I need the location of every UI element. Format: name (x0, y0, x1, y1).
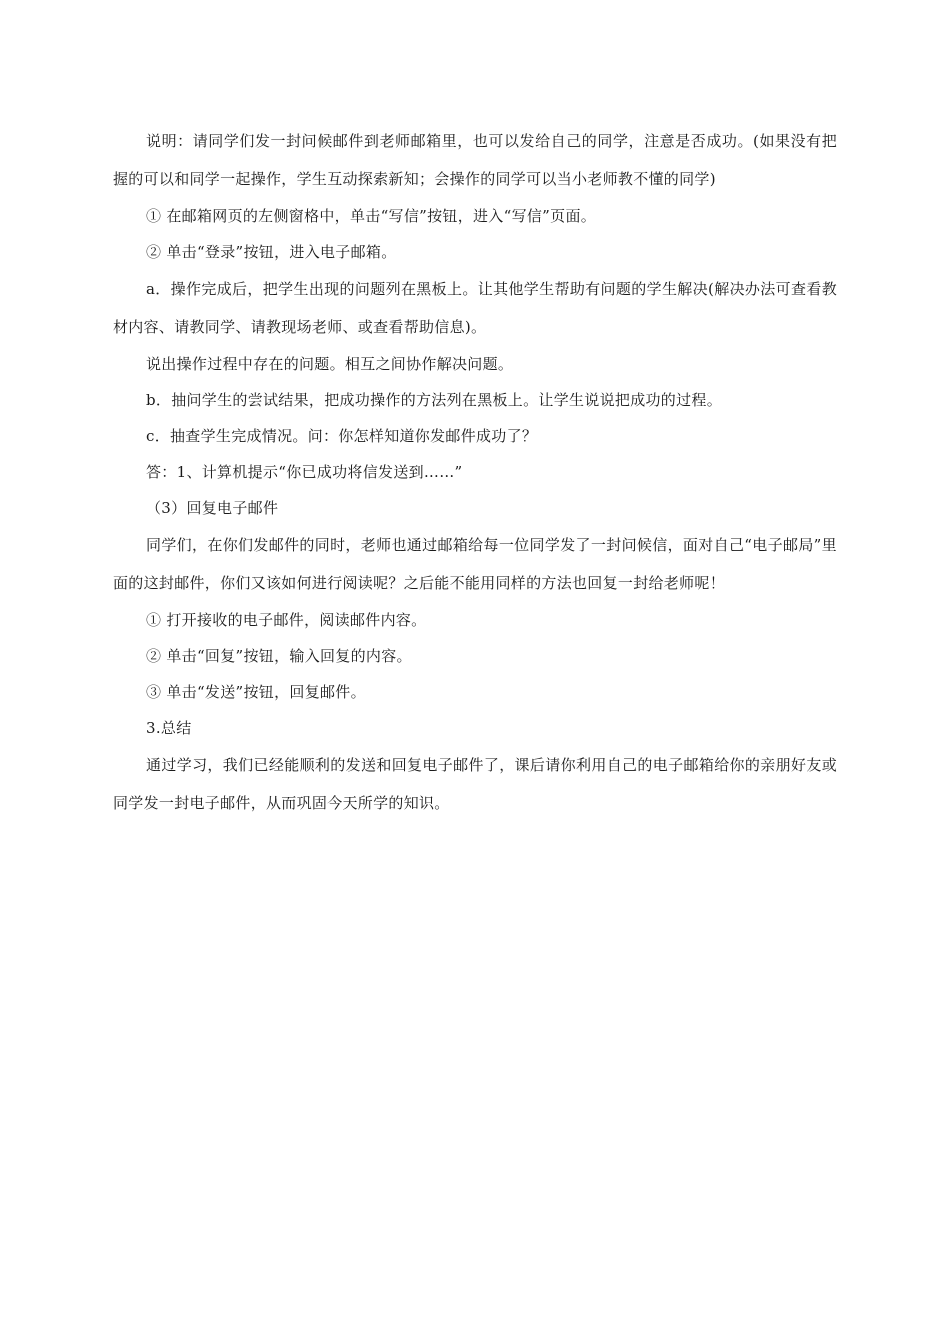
paragraph-summary: 通过学习，我们已经能顺利的发送和回复电子邮件了，课后请你利用自己的电子邮箱给你的亲朋好友或同学发一封电子邮件，从而巩固今天所学的知识。 (113, 756, 837, 812)
paragraph-item-b: b．抽问学生的尝试结果，把成功操作的方法列在黑板上。让学生说说把成功的过程。 (146, 391, 723, 409)
section-heading-summary: 3.总结 (146, 719, 192, 737)
document-body (113, 122, 837, 822)
paragraph-problems: 说出操作过程中存在的问题。相互之间协作解决问题。 (146, 355, 514, 373)
paragraph-step-open: ① 打开接收的电子邮件，阅读邮件内容。 (146, 611, 427, 629)
paragraph-step-login: ② 单击“登录”按钮，进入电子邮箱。 (146, 243, 397, 261)
paragraph-instructions: 说明：请同学们发一封问候邮件到老师邮箱里，也可以发给自己的同学，注意是否成功。(如果没有把握的可以和同学一起操作，学生互动探索新知；会操作的同学可以当小老师教不懂的同学) (113, 132, 837, 188)
paragraph-answer: 答：1、计算机提示“你已成功将信发送到……” (146, 463, 463, 481)
paragraph-step-send: ③ 单击“发送”按钮，回复邮件。 (146, 683, 366, 701)
section-heading-reply: （3）回复电子邮件 (146, 499, 279, 517)
paragraph-item-a: a．操作完成后，把学生出现的问题列在黑板上。让其他学生帮助有问题的学生解决(解决办法可查看教材内容、请教同学、请教现场老师、或查看帮助信息)。 (113, 280, 837, 336)
paragraph-step-write-letter: ① 在邮箱网页的左侧窗格中，单击“写信”按钮，进入“写信”页面。 (146, 207, 597, 225)
paragraph-reply-intro: 同学们，在你们发邮件的同时，老师也通过邮箱给每一位同学发了一封问候信，面对自己“电子邮局”里面的这封邮件，你们又该如何进行阅读呢？之后能不能用同样的方法也回复一封给老师呢！ (113, 536, 837, 592)
paragraph-item-c: c．抽查学生完成情况。问：你怎样知道你发邮件成功了？ (146, 427, 538, 445)
paragraph-step-reply: ② 单击“回复”按钮，输入回复的内容。 (146, 647, 412, 665)
